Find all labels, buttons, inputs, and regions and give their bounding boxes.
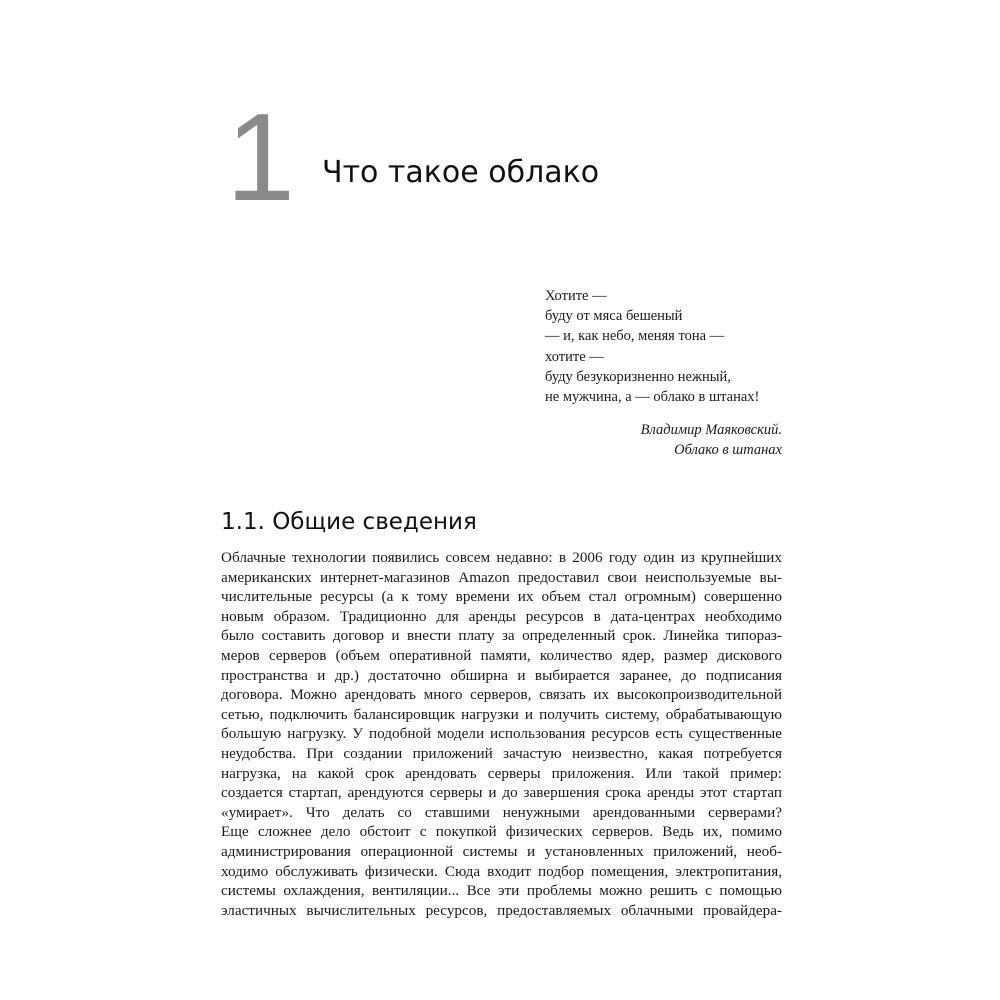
body-line: неудобства. При создании приложений зачастую неизвестно, какая потребуется (221, 744, 782, 762)
epigraph-line: хотите — (545, 348, 604, 365)
epigraph-attribution (545, 420, 782, 460)
epigraph-author: Владимир Маяковский. (640, 422, 782, 438)
body-line: американских интернет-магазинов Amazon предоставил свои неиспользуемые вы- (221, 568, 782, 586)
body-text (221, 548, 782, 920)
epigraph-line: буду безукоризненно нежный, (545, 368, 731, 385)
body-line: было составить договор и внести плату за определенный срок. Линейка типораз- (221, 627, 782, 645)
epigraph (545, 286, 785, 407)
body-line: Еще сложнее дело обстоит с покупкой физических серверов. Ведь их, помимо (221, 823, 782, 841)
body-line: большую нагрузку. У подобной модели использования ресурсов есть существенные (221, 725, 782, 743)
body-line: договора. Можно арендовать много серверов, связать их высокопроизводительной (221, 686, 782, 704)
body-line: «умирает». Что делать со ставшими ненужными арендованными серверами? (221, 803, 782, 821)
body-line: ходимо обслуживать физически. Сюда входит подбор помещения, электропитания, (221, 862, 782, 880)
section-heading: 1.1. Общие сведения (221, 509, 477, 535)
body-line: меров серверов (объем оперативной памяти, количество ядер, размер дискового (221, 646, 782, 664)
body-line: создается стартап, арендуются серверы и до завершения срока аренды этот стартап (221, 784, 782, 802)
body-line: нагрузка, на какой срок арендовать серверы приложения. Или такой пример: (221, 764, 782, 782)
chapter-number: 1 (226, 89, 295, 227)
body-line: пространства и др.) достаточно обширна и выбирается заранее, до подписания (221, 666, 782, 684)
body-line: системы охлаждения, вентиляции... Все эти проблемы можно решить с помощью (221, 882, 782, 900)
body-line: Облачные технологии появились совсем недавно: в 2006 году один из крупнейших (221, 549, 782, 566)
epigraph-work: Облако в штанах (674, 442, 782, 458)
body-line: числительные ресурсы (а к тому времени их объем стал огромным) совершенно (221, 588, 782, 606)
epigraph-line: буду от мяса бешеный (545, 308, 683, 325)
body-line: администрирования операционной системы и установленных приложений, необ- (221, 842, 782, 860)
body-line: сетью, подключить балансировщик нагрузки и получить систему, обрабатывающую (221, 705, 782, 723)
epigraph-line: не мужчина, а — облако в штанах! (545, 389, 760, 406)
chapter-title: Что такое облако (322, 155, 600, 190)
body-line: эластичных вычислительных ресурсов, предоставляемых облачными провайдера- (221, 901, 782, 919)
body-line: новым образом. Традиционно для аренды ресурсов в дата-центрах необходимо (221, 607, 782, 625)
epigraph-line: Хотите — (545, 288, 607, 304)
epigraph-line: — и, как небо, меняя тона — (545, 328, 725, 345)
